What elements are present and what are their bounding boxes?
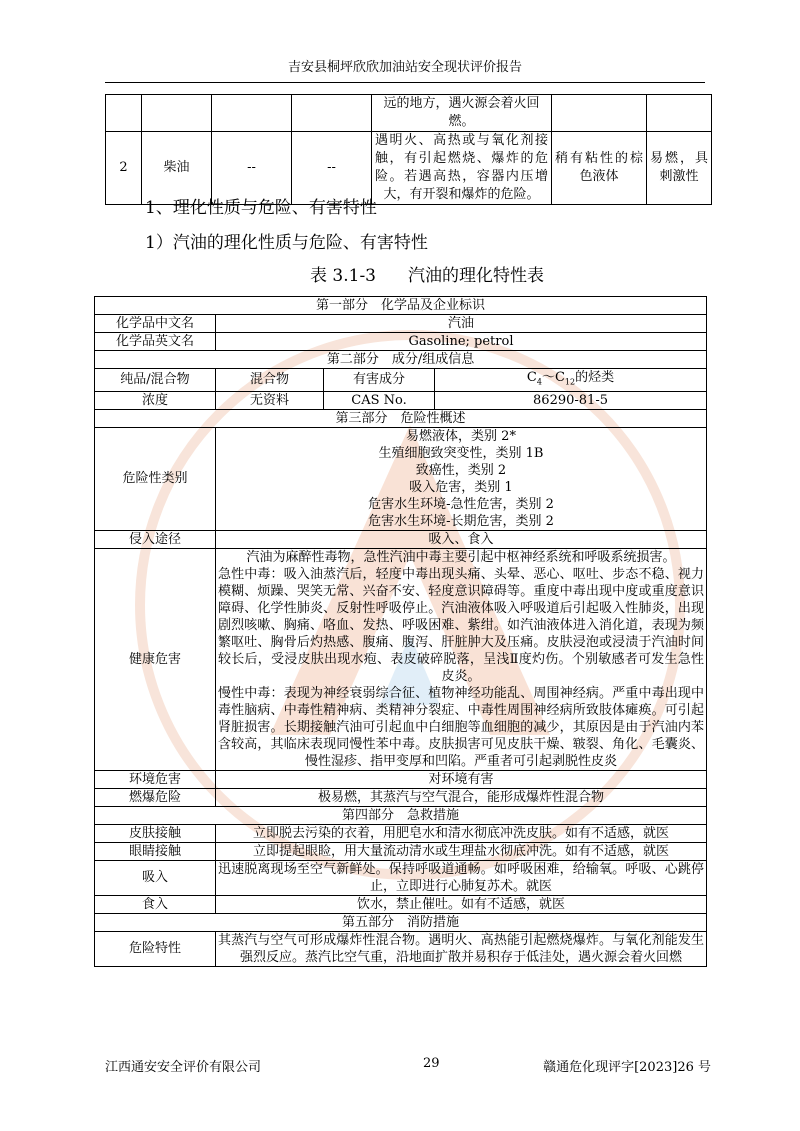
footer-company: 江西通安安全评价有限公司 — [105, 1060, 262, 1075]
page-header: 吉安县桐坪欣欣加油站安全现状评价报告 — [105, 56, 705, 83]
section-heading: 1、理化性质与危险、有害特性 — [145, 198, 377, 218]
row-label: 燃爆危险 — [95, 788, 216, 806]
row-value: 汽油 — [216, 315, 707, 333]
row-value: 立即脱去污染的衣着，用肥皂水和清水彻底冲洗皮肤。如有不适感，就医 — [216, 824, 707, 842]
row-label: 健康危害 — [95, 548, 216, 770]
list-item: 致癌性，类别 2 — [415, 462, 507, 478]
row-value: 饮水，禁止催吐。如有不适感，就医 — [216, 895, 707, 913]
row-value: 对环境有害 — [216, 770, 707, 788]
row-label: 浓度 — [95, 391, 216, 409]
row-label: 皮肤接触 — [95, 824, 216, 842]
row-value: Gasoline; petrol — [216, 333, 707, 351]
caption-title: 汽油的理化特性表 — [408, 266, 544, 286]
table-cell: -- — [212, 132, 292, 205]
row-label: 纯品/混合物 — [95, 369, 216, 392]
section-row: 第一部分 化学品及企业标识 — [95, 297, 707, 315]
table-cell: 易燃，具刺激性 — [647, 132, 712, 205]
row-value: 吸入、食入 — [216, 530, 707, 548]
table-cell: 远的地方，遇火源会着火回燃。 — [372, 95, 552, 132]
row-label: 侵入途径 — [95, 530, 216, 548]
paragraph: 汽油为麻醉性毒物，急性汽油中毒主要引起中枢神经系统和呼吸系统损害。 — [246, 549, 676, 565]
list-item: 易燃液体，类别 2* — [406, 428, 516, 444]
row-label: 吸入 — [95, 860, 216, 895]
table-cell: -- — [292, 132, 372, 205]
gasoline-properties-table — [94, 296, 707, 967]
subsection-heading: 1）汽油的理化性质与危险、有害特性 — [145, 233, 428, 253]
paragraph: 慢性中毒：表现为神经衰弱综合征、植物神经功能乱、周围神经病。严重中毒出现中毒性脑病、中毒性精神病、类精神分裂症、中毒性周围神经病所致肢体瘫痪。可引起肾脏损害。长期接触汽油可引起血中白细胞等血细胞的减少，其原因是由于汽油内苯含较高，其临床表现同慢性苯中毒。皮肤损害可见皮肤干燥、皲裂、角化、毛囊炎、慢性湿疹、指甲变厚和凹陷。严重者可引起剥脱性皮炎 — [218, 685, 705, 769]
caption-number: 表 3.1-3 — [310, 266, 376, 286]
row-value: 混合物 — [216, 369, 324, 392]
table-row — [106, 95, 712, 132]
row-label: 有害成分 — [324, 369, 435, 392]
section-row: 第三部分 危险性概述 — [95, 409, 707, 427]
footer-cert: 赣通危化现评字[2023]26 号 — [543, 1060, 711, 1075]
list-item: 吸入危害，类别 1 — [409, 479, 513, 495]
row-value: 其蒸汽与空气可形成爆炸性混合物。遇明火、高热能引起燃烧爆炸。与氧化剂能发生强烈反应。蒸汽比空气重，沿地面扩散并易积存于低洼处，遇火源会着火回燃 — [216, 931, 707, 966]
row-label: 化学品英文名 — [95, 333, 216, 351]
section-row: 第二部分 成分/组成信息 — [95, 351, 707, 369]
row-label: 环境危害 — [95, 770, 216, 788]
page-number: 29 — [423, 1056, 440, 1071]
table-cell: 柴油 — [142, 132, 212, 205]
row-label: 食入 — [95, 895, 216, 913]
table-cell: 稍有粘性的棕色液体 — [552, 132, 647, 205]
list-item: 生殖细胞致突变性，类别 1B — [378, 445, 544, 461]
row-value: 极易燃，其蒸汽与空气混合，能形成爆炸性混合物 — [216, 788, 707, 806]
row-label: 化学品中文名 — [95, 315, 216, 333]
table-cell: 2 — [106, 132, 142, 205]
section-row: 第五部分 消防措施 — [95, 913, 707, 931]
row-label: CAS No. — [324, 391, 435, 409]
table-caption — [310, 261, 544, 286]
hazard-class-list — [216, 427, 707, 530]
row-value: 立即提起眼睑，用大量流动清水或生理盐水彻底冲洗。如有不适感，就医 — [216, 842, 707, 860]
row-label: 眼睛接触 — [95, 842, 216, 860]
row-value: 86290-81-5 — [435, 391, 707, 409]
paragraph: 急性中毒：吸入油蒸汽后，轻度中毒出现头痛、头晕、恶心、呕吐、步态不稳、视力模糊、烦躁、哭笑无常、兴奋不安、轻度意识障碍等。重度中毒出现中度或重度意识障碍、化学性肺炎、反射性呼吸停止。汽油液体吸入呼吸道后引起吸入性肺炎，出现剧烈咳嗽、胸痛、咯血、发热、呼吸困难、紫绀。如汽油液体进入消化道，表现为频繁呕吐、胸骨后灼热感、腹痛、腹泻、肝脏肿大及压痛。皮肤浸泡或浸渍于汽油时间较长后，受浸皮肤出现水疱、表皮破碎脱落，呈浅Ⅱ度灼伤。个别敏感者可发生急性皮炎。 — [218, 566, 705, 684]
top-table — [105, 94, 712, 205]
row-value: $C_4\sim C_{12}$的烃类 — [435, 369, 707, 392]
row-value: 迅速脱离现场至空气新鲜处。保持呼吸道通畅。如呼吸困难，给输氧。呼吸、心跳停止，立即进行心肺复苏术。就医 — [216, 860, 707, 895]
health-hazard-text — [216, 548, 707, 770]
table-cell: 遇明火、高热或与氧化剂接触，有引起燃烧、爆炸的危险。若遇高热，容器内压增大，有开裂和爆炸的危险。 — [372, 132, 552, 205]
row-label: 危险性类别 — [95, 427, 216, 530]
list-item: 危害水生环境-急性危害，类别 2 — [368, 496, 554, 512]
row-label: 危险特性 — [95, 931, 216, 966]
row-value: 无资料 — [216, 391, 324, 409]
list-item: 危害水生环境-长期危害，类别 2 — [368, 513, 554, 529]
section-row: 第四部分 急救措施 — [95, 806, 707, 824]
